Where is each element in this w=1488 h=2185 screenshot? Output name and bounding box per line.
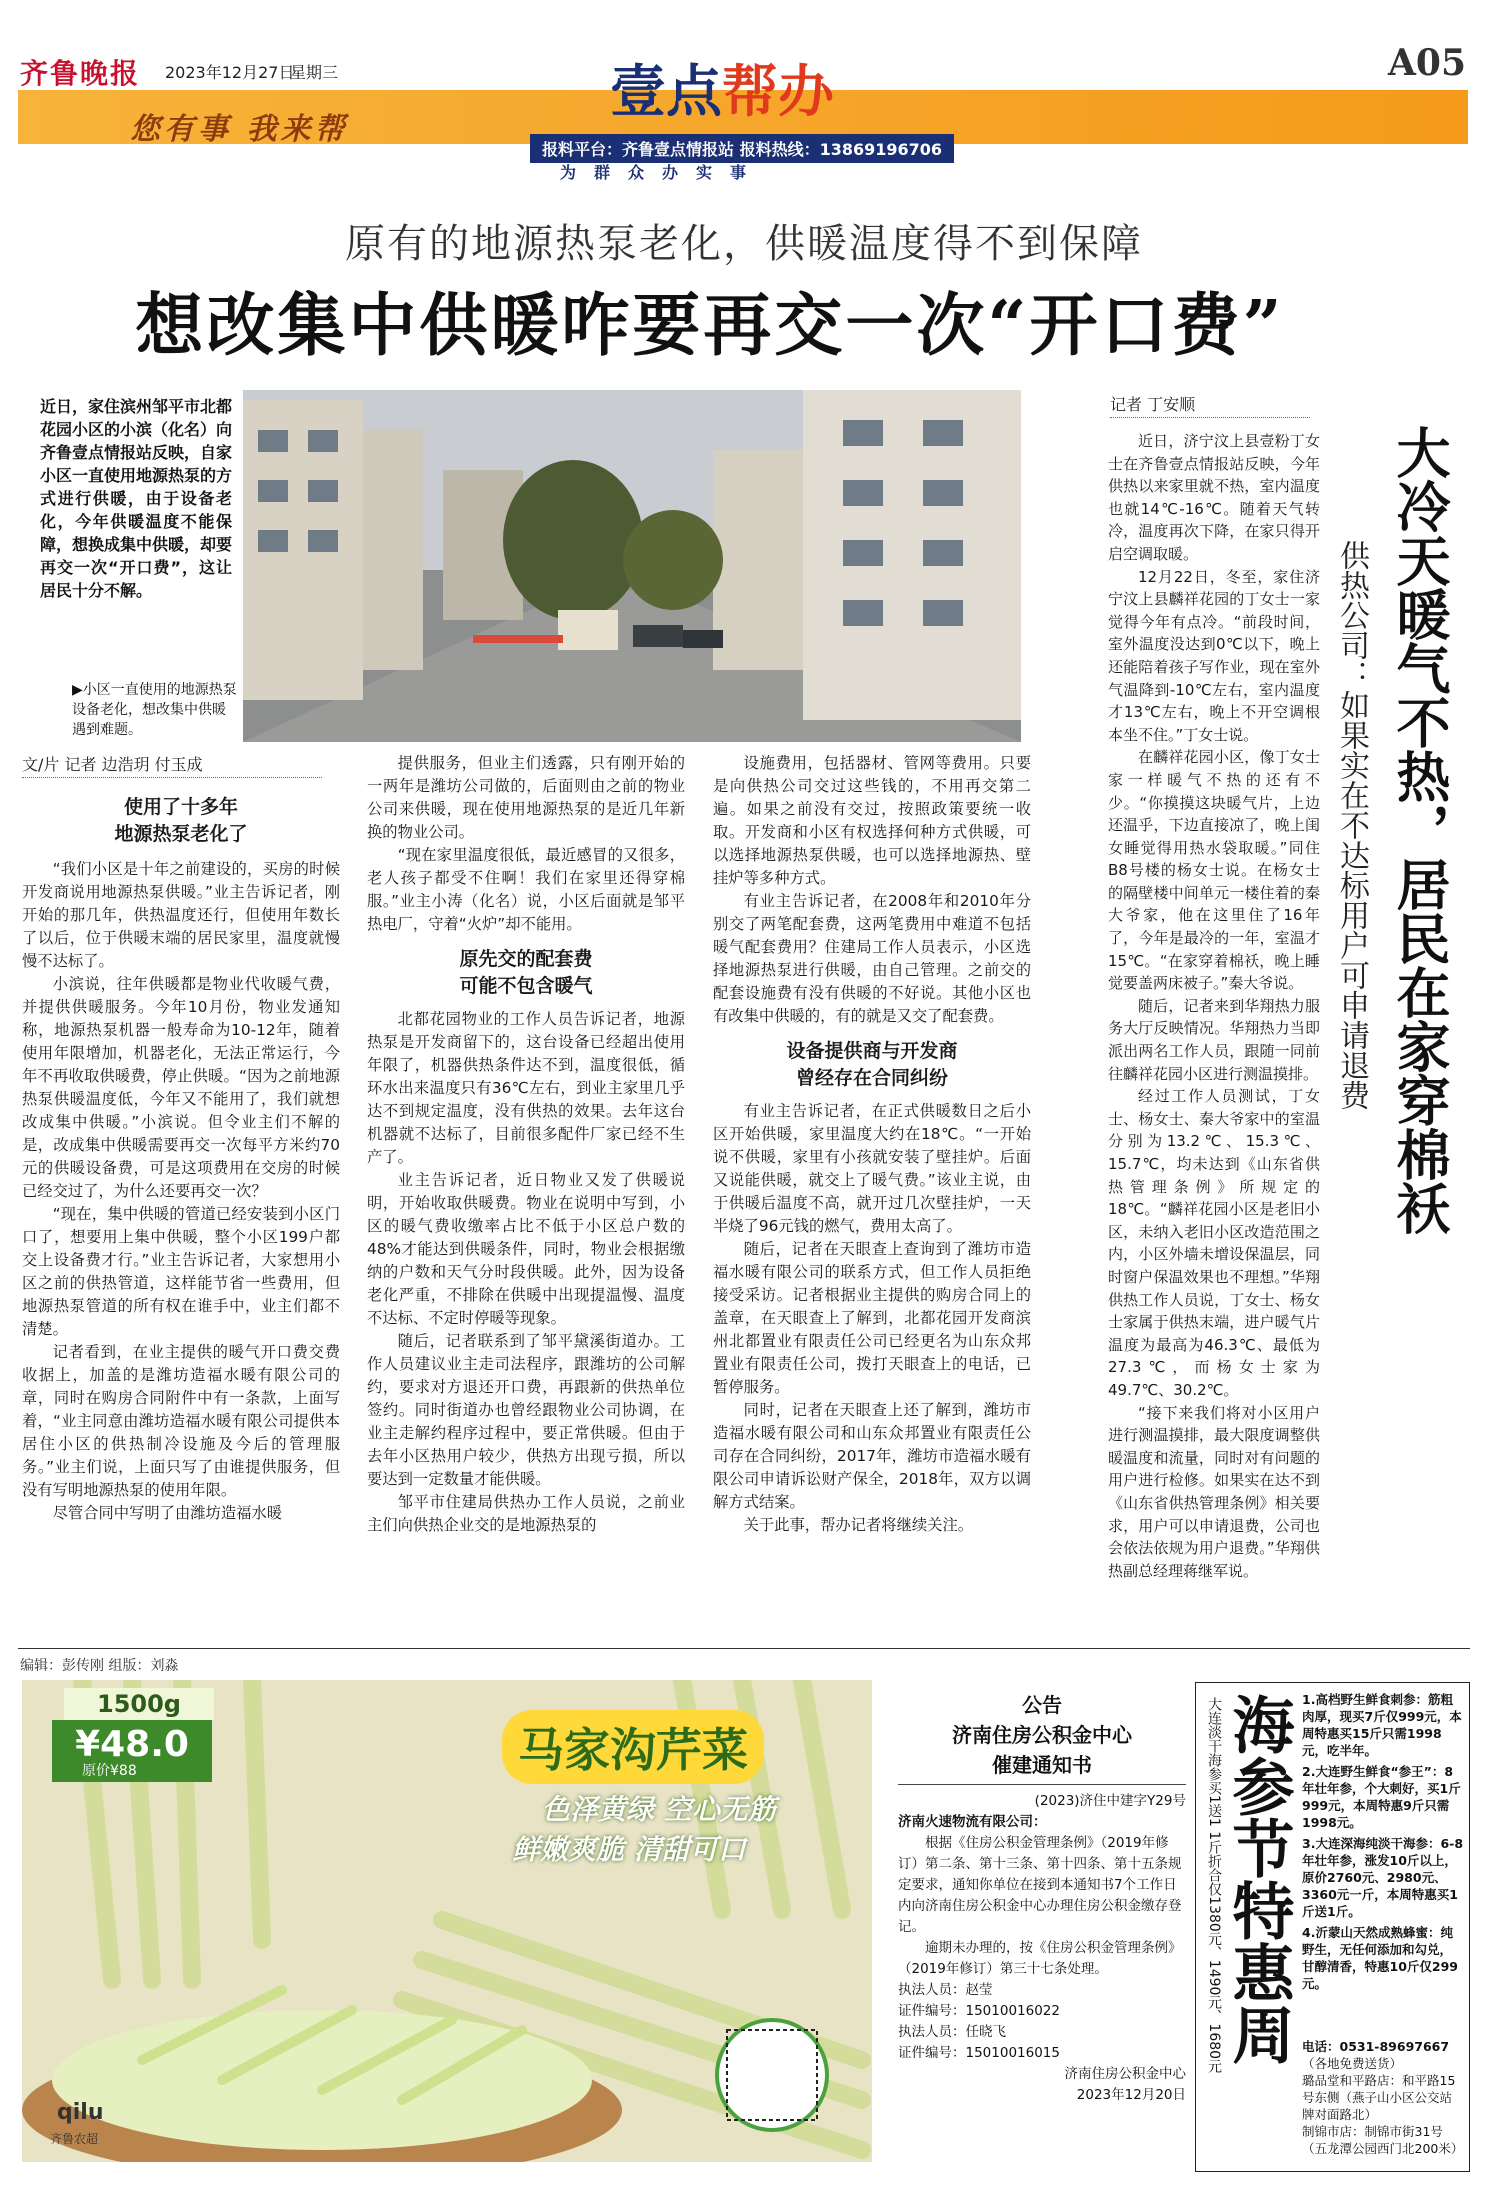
paragraph: 提供服务，但业主们透露，只有刚开始的一两年是潍坊公司做的，后面则由之前的物业公司来供暖，现在使用地源热泵的是近几年新换的物业公司。 <box>367 754 685 841</box>
issue-weekday: 星期三 <box>290 63 339 82</box>
paragraph: 关于此事，帮办记者将继续关注。 <box>743 1516 974 1534</box>
ad3-delivery: （各地免费送货） <box>1302 2056 1403 2071</box>
section-heading-1: 使用了十多年 地源热泵老化了 <box>114 796 248 845</box>
section-heading-2: 原先交的配套费 可能不包含暖气 <box>459 948 593 997</box>
ad3-item: 3.大连深海纯淡干海参：6-8年壮年参，涨发10斤以上，原价2760元、2980元、3360元一斤，本周特惠买1斤送1斤。 <box>1302 1836 1464 1919</box>
paragraph: 有业主告诉记者，在2008年和2010年分别交了两笔配套费，这两笔费用中难道不包括暖气配套费用？住建局工作人员表示，小区选择地源热泵进行供暖，由自己管理。之前交的配套设施费有没有供暖的不好说。其他小区也有改集中供暖的，有的就是又交了配套费。 <box>713 892 1031 1025</box>
newspaper-logo: 齐鲁晚报 <box>20 57 141 90</box>
article-column-2 <box>367 752 685 1537</box>
paragraph: 同时，记者在天眼查上还了解到，潍坊市造福水暖有限公司和山东众邦置业有限责任公司存在合同纠纷，2017年，潍坊市造福水暖有限公司申请诉讼财产保全，2018年，双方以调解方式结案。 <box>713 1401 1031 1511</box>
celery-advertisement <box>22 1680 872 2162</box>
notice-title-2: 催建通知书 <box>898 1750 1186 1785</box>
article-title: 想改集中供暖咋要再交一次“开口费” <box>135 286 1285 366</box>
paragraph: 经过工作人员测试，丁女士、杨女士、秦大爷家中的室温分别为13.2℃、15.3℃、15.7℃，均未达到《山东省供热管理条例》所规定的18℃。“麟祥花园小区是老旧小区，未纳入老旧小区改造范围之内，小区外墙未增设保温层，同时窗户保温效果也不理想。”华翔供热工作人员说，丁女士、杨女士家属于供热末端，进户暖气片温度为最高为46.3℃、最低为27.3℃，而杨女士家为49.7℃、30.2℃。 <box>1108 1087 1320 1399</box>
officer-2: 执法人员：任晓飞 <box>898 2024 1006 2040</box>
ad-tagline-1: 色泽黄绿 空心无筋 <box>542 1793 776 1826</box>
paragraph: 设施费用，包括器材、管网等费用。只要是向供热公司交过这些钱的，不用再交第二遍。如果之前没有交过，按照政策要统一收取。开发商和小区有权选择何种方式供暖，可以选择地源热泵供暖，也可以选择地源热、壁挂炉等多种方式。 <box>713 754 1031 887</box>
column-1-body <box>22 858 340 1525</box>
paragraph: 有业主告诉记者，在正式供暖数日之后小区开始供暖，家里温度大约在18℃。“一开始说不供暖，家里有小孩就安装了壁挂炉。后面又说能供暖，就交上了暖气费。”该业主说，由于供暖后温度不高，就开过几次壁挂炉，一天半烧了96元钱的燃气，费用太高了。 <box>713 1102 1031 1235</box>
public-notice <box>898 1690 1186 2106</box>
brand-part-b: 帮办 <box>722 60 834 125</box>
article2-body <box>1108 430 1320 1582</box>
residential-street-photo <box>243 390 1021 742</box>
notice-head: 公告 <box>1022 1693 1062 1717</box>
article2-subtitle: 供热公司：如果实在不达标用户可申请退费 <box>1334 540 1369 1110</box>
article-byline: 文/片 记者 边浩玥 付玉成 <box>22 752 322 778</box>
paragraph: 在麟祥花园小区，像丁女士家一样暖气不热的还有不少。“你摸摸这块暖气片，上边还温乎，下边直接凉了，晚上闺女睡觉得用热水袋取暖。”同住B8号楼的杨女士说。在杨女士的隔壁楼中间单元一楼住着的秦大爷家，他在这里住了16年了，今年是最冷的一年，室温才15℃。“在家穿着棉袄，晚上睡觉要盖两床被子。”秦大爷说。 <box>1108 748 1320 993</box>
notice-recipient: 济南火速物流有限公司： <box>898 1814 1047 1830</box>
issue-date: 2023年12月27日 <box>165 63 295 82</box>
paragraph: 随后，记者来到华翔热力服务大厅反映情况。华翔热力当即派出两名工作人员，跟随一同前往麟祥花园小区进行测温摸排。 <box>1108 996 1320 1083</box>
ad3-address-2: 制锦市店：制锦市街31号（五龙潭公园西门北200米） <box>1302 2124 1464 2156</box>
photo-caption: ▶小区一直使用的地源热泵设备老化，想改集中供暖遇到难题。 <box>72 682 237 738</box>
paragraph: 12月22日，冬至，家住济宁汶上县麟祥花园的丁女士一家觉得今年有点冷。“前段时间，室外温度没达到0℃以下，晚上还能陪着孩子写作业，现在室外气温降到-10℃左右，室内温度才13℃左右，晚上不开空调根本坐不住。”丁女士说。 <box>1108 567 1320 744</box>
article2-title: 大冷天暖气不热，居民在家穿棉袄 <box>1388 425 1452 1235</box>
brand-part-a: 壹点 <box>610 60 722 125</box>
officer-2-id: 证件编号：15010016015 <box>898 2045 1060 2061</box>
column-3-body <box>713 752 1031 1028</box>
editors-credit: 编辑：彭传刚 组版：刘淼 <box>20 1658 179 1674</box>
paragraph: 小滨说，往年供暖都是物业代收暖气费，并提供供暖服务。今年10月份，物业发通知称，地源热泵机器一般寿命为10-12年，随着使用年限增加，机器老化，无法正常运行，今年不再收取供暖费，停止供暖。“因为之前地源热泵供暖温度低，今年又不能用了，我们就想改成集中供暖。”小滨说。但令业主们不解的是，改成集中供暖需要再交一次每平方米约70元的供暖设备费，可是这项费用在交房的时候已经交过了，为什么还要再交一次？ <box>22 975 340 1200</box>
serve-motto: 为群众办实事 <box>560 163 765 182</box>
column-2-body <box>367 752 685 936</box>
notice-body: 根据《住房公积金管理条例》（2019年修订）第二条、第十三条、第十四条、第十五条规定要求，通知你单位在接到本通知书7个工作日内向济南住房公积金中心办理住房公积金缴存登记。 <box>898 1835 1182 1935</box>
ad3-phone: 电话：0531-89697667 <box>1302 2039 1450 2054</box>
ad3-items <box>1302 1691 1464 1996</box>
section-heading-3: 设备提供商与开发商 曾经存在合同纠纷 <box>786 1040 958 1089</box>
ad-original-price: 原价¥88 <box>82 1763 137 1779</box>
sea-cucumber-advertisement <box>1195 1682 1470 2172</box>
article-subtitle: 原有的地源热泵老化，供暖温度得不到保障 <box>345 221 1143 267</box>
paragraph: 邹平市住建局供热办工作人员说，之前业主们向供热企业交的是地源热泵的 <box>367 1493 685 1534</box>
ad3-item: 2.大连野生鲜食“参王”：8年壮年参，个大刺好，买1斤999元，本周特惠9斤只需1998元。 <box>1302 1764 1461 1830</box>
hotline: 报料平台：齐鲁壹点情报站 报料热线：13869196706 <box>530 134 954 163</box>
page-number: A05 <box>1387 42 1466 84</box>
paragraph: 业主告诉记者，近日物业又发了供暖说明，开始收取供暖费。物业在说明中写到，小区的暖气费收缴率占比不低于小区总户数的48%才能达到供暖条件，同时，物业会根据缴纳的户数和天气分时段供暖。此外，因为设备老化严重，不排除在供暖中出现提温慢、温度不达标、不定时停暖等现象。 <box>367 1171 685 1327</box>
article-column-3 <box>713 752 1031 1537</box>
notice-ref: (2023)济住中建字Y29号 <box>1034 1793 1186 1809</box>
news-photo <box>243 390 1021 742</box>
ad3-item: 1.高档野生鲜食刺参：筋粗肉厚，现买7斤仅999元，本周特惠买15斤只需1998元，吃半年。 <box>1302 1692 1462 1758</box>
officer-1: 执法人员：赵莹 <box>898 1982 993 1998</box>
article2-byline: 记者 丁安顺 <box>1110 392 1310 418</box>
column-3-body-b <box>713 1100 1031 1537</box>
notice-signature: 济南住房公积金中心 <box>1064 2066 1186 2082</box>
column-2-body-b <box>367 1008 685 1537</box>
notice-body-2: 逾期未办理的，按《住房公积金管理条例》（2019年修订）第三十七条处理。 <box>898 1940 1182 1977</box>
ad3-address-1: 璐品堂和平路店：和平路15号东侧（燕子山小区公交站牌对面路北） <box>1302 2073 1456 2122</box>
paragraph: 近日，济宁汶上县壹粉丁女士在齐鲁壹点情报站反映，今年供热以来家里就不热，室内温度也就14℃-16℃。随着天气转冷，温度再次下降，在家只得开启空调取暖。 <box>1108 432 1320 563</box>
paragraph: 北都花园物业的工作人员告诉记者，地源热泵是开发商留下的，这台设备已经超出使用年限了，机器供热条件达不到，温度很低，循环水出来温度只有36℃左右，到业主家里几乎达不到规定温度，没有供热的效果。去年这台机器就不达标了，目前很多配件厂家已经不生产了。 <box>367 1010 685 1166</box>
paragraph: “现在，集中供暖的管道已经安装到小区门口了，想要用上集中供暖，整个小区199户都交上设备费才行。”业主告诉记者，大家想用小区之前的供热管道，这样能节省一些费用，但地源热泵管道的所有权在谁手中，业主们都不清楚。 <box>22 1205 340 1338</box>
paragraph: 记者看到，在业主提供的暖气开口费交费收据上，加盖的是潍坊造福水暖有限公司的章，同时在购房合同附件中有一条款，上面写着，“业主同意由潍坊造福水暖有限公司提供本居住小区的供热制冷设施及今后的管理服务。”业主们说，上面只写了由谁提供服务，但没有写明地源热泵的使用年限。 <box>22 1343 340 1499</box>
paragraph: 随后，记者联系到了邹平黛溪街道办。工作人员建议业主走司法程序，跟潍坊的公司解约，要求对方退还开口费，再跟新的供热单位签约。同时街道办也曾经跟物业公司协调，在业主走解约程序过程中，要正常供暖。但由于去年小区热用户较少，供热方出现亏损，所以要达到一定数量才能供暖。 <box>367 1332 685 1488</box>
notice-date: 2023年12月20日 <box>1076 2087 1186 2103</box>
ad-tagline-2: 鲜嫩爽脆 清甜可口 <box>512 1833 746 1866</box>
ad-brand-logo: qilu <box>57 2100 104 2125</box>
ad-price: ¥48.0 <box>52 1720 212 1782</box>
paragraph: “我们小区是十年之前建设的，买房的时候开发商说用地源热泵供暖。”业主告诉记者，刚开始的那几年，供热温度还行，但使用年数长了以后，位于供暖末端的居民家里，温度就慢慢不达标了。 <box>22 860 340 970</box>
paragraph: “接下来我们将对小区用户进行测温摸排，最大限度调整供暖温度和流量，同时对有问题的用户进行检修。如果实在达不到《山东省供热管理条例》相关要求，用户可以申请退费，公司也会依法依规为用户退费。”华翔供热副总经理蒋继军说。 <box>1108 1403 1320 1580</box>
ad3-vertical-offer: 大连淡干海参买1送1 1斤折合仅1380元、1490元、1680元 <box>1206 1697 1222 2074</box>
column-brand <box>610 48 834 128</box>
divider <box>18 1648 1470 1649</box>
paragraph: 尽管合同中写明了由潍坊造福水暖 <box>52 1504 283 1522</box>
ad3-item: 4.沂蒙山天然成熟蜂蜜：纯野生，无任何添加和勾兑，甘醇清香，特惠10斤仅299元。 <box>1302 1925 1458 1991</box>
ad3-title: 海参节特惠周 <box>1222 1693 1295 2065</box>
article-lead: 近日，家住滨州邹平市北都花园小区的小滨（化名）向齐鲁壹点情报站反映，自家小区一直使用地源热泵的方式进行供暖，由于设备老化，今年供暖温度不能保障，想换成集中供暖，却要再交一次“开口费”，这让居民十分不解。 <box>40 397 233 600</box>
ad3-contact <box>1302 2038 1464 2157</box>
ad-product-name: 马家沟芹菜 <box>502 1710 764 1784</box>
ad-brand-name: 齐鲁农超 <box>50 2132 99 2146</box>
ad-weight: 1500g <box>64 1688 214 1720</box>
article-column-1 <box>22 780 340 1525</box>
officer-1-id: 证件编号：15010016022 <box>898 2003 1060 2019</box>
slogan: 您有事 我来帮 <box>130 112 349 147</box>
paragraph: 随后，记者在天眼查上查询到了潍坊市造福水暖有限公司的联系方式，但工作人员拒绝接受采访。记者根据业主提供的购房合同上的盖章，在天眼查上了解到，北都花园开发商滨州北都置业有限责任公司已经更名为山东众邦置业有限责任公司，拨打天眼查上的电话，已暂停服务。 <box>713 1240 1031 1396</box>
notice-title-1: 济南住房公积金中心 <box>952 1723 1132 1747</box>
paragraph: “现在家里温度很低，最近感冒的又很多，老人孩子都受不住啊！我们在家里还得穿棉服。”业主小涛（化名）说，小区后面就是邹平热电厂，守着“火炉”却不能用。 <box>367 846 685 933</box>
